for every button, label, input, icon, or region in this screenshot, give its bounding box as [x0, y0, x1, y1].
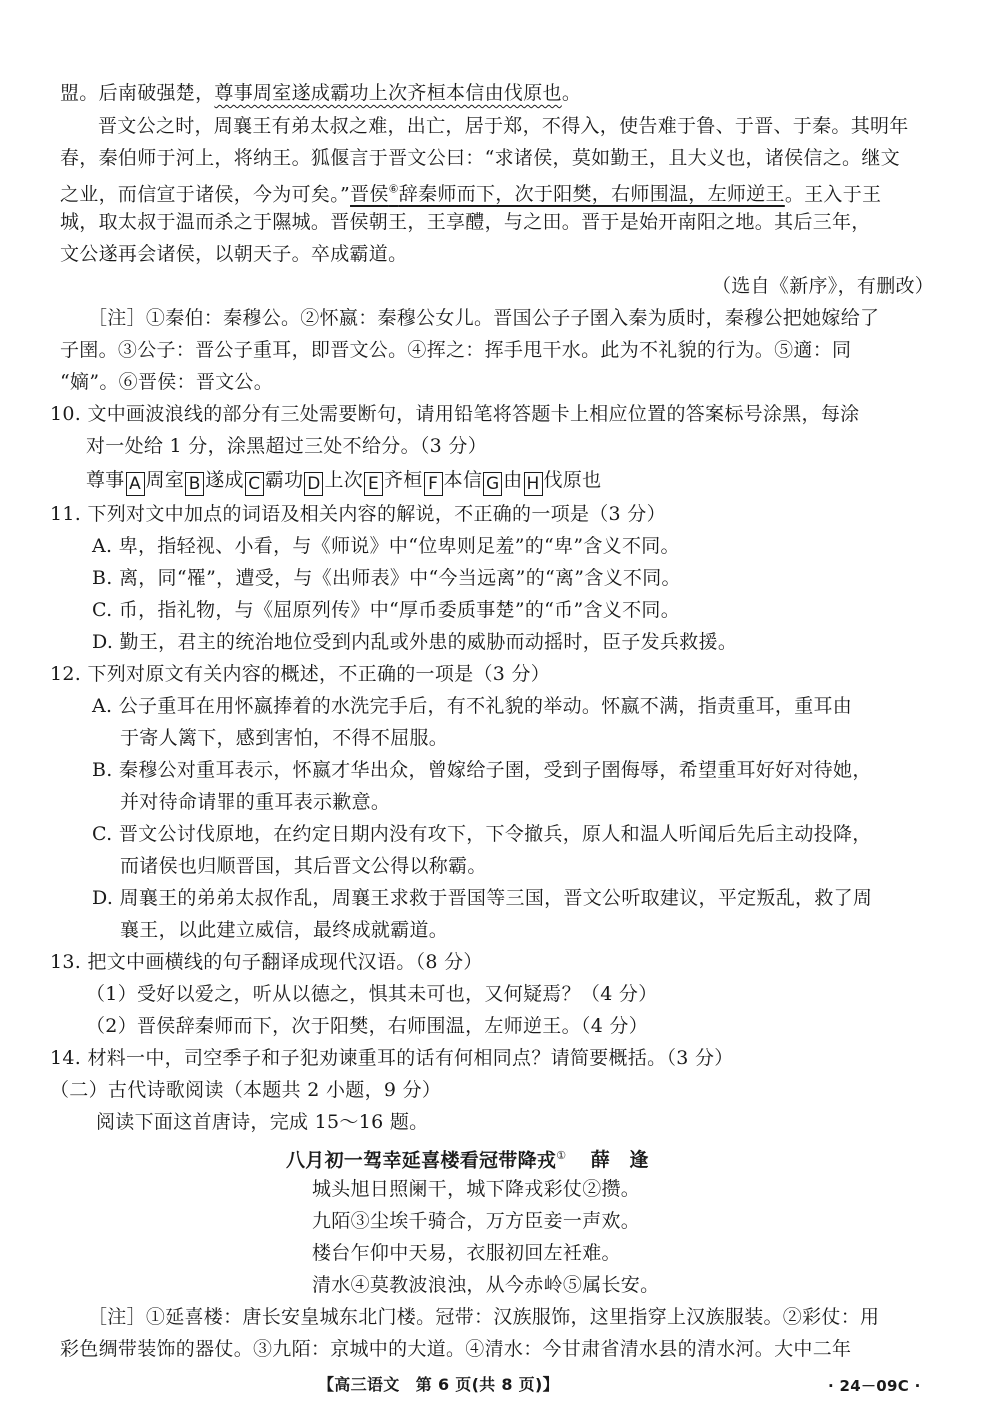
passage-text: 晋侯: [350, 183, 389, 206]
q10-segment: 齐桓: [384, 469, 423, 491]
passage-note-2: 子圉。③公子：晋公子重耳，即晋文公。④挥之：挥手甩干水。此为不礼貌的行为。⑤適：同: [60, 339, 852, 361]
q10-stem-line-1: 10. 文中画波浪线的部分有三处需要断句，请用铅笔将答题卡上相应位置的答案标号涂黑，每涂: [50, 403, 860, 425]
q10-segment: 本信: [443, 469, 483, 491]
q10-answer-box-a[interactable]: A: [126, 472, 145, 496]
passage-text: 。: [561, 82, 582, 104]
underlined-sentence: [350, 183, 785, 205]
poem-author: 薛 逢: [590, 1149, 649, 1172]
poem-note-line-2: 彩色绸带装饰的器仗。③九陌：京城中的大道。④清水：今甘肃省清水县的清水河。大中二年: [60, 1338, 852, 1360]
q13-stem: 13. 把文中画横线的句子翻译成现代汉语。（8 分）: [50, 951, 483, 973]
passage-line-2: 晋文公之时，周襄王有弟太叔之难，出亡，居于郑，不得入，使告难于鲁、于晋、于秦。其明年: [98, 115, 909, 137]
section-intro: 阅读下面这首唐诗，完成 15～16 题。: [96, 1111, 429, 1133]
q10-segment: 上次: [324, 469, 364, 491]
q11-stem: 11. 下列对文中加点的词语及相关内容的解说，不正确的一项是（3 分）: [50, 503, 666, 525]
q11-option-b: B. 离，同“罹”，遭受，与《出师表》中“今当远离”的“离”含义不同。: [92, 567, 681, 589]
wavy-underlined-sentence: 尊事周室遂成霸功上次齐桓本信由伐原也: [214, 82, 562, 104]
page-footer: 【高三语文 第 6 页(共 8 页)】: [318, 1375, 559, 1394]
q10-segment: 霸功: [264, 469, 304, 491]
q10-sentence-boxes: [86, 467, 601, 496]
poem-title-line: [286, 1143, 649, 1173]
exam-code: · 24－09C ·: [828, 1377, 921, 1395]
passage-text: 。王入于王: [784, 183, 882, 206]
q12-option-d-line-2: 襄王，以此建立威信，最终成就霸道。: [120, 919, 449, 941]
poem-line-3: 楼台乍仰中天易，衣服初回左衽难。: [312, 1242, 621, 1264]
q12-option-d-line-1: D. 周襄王的弟弟太叔作乱，周襄王求救于晋国等三国，晋文公听取建议，平定叛乱，救了周: [92, 887, 873, 909]
passage-line-1: [60, 80, 581, 106]
q13-sentence-2: （2）晋侯辞秦师而下，次于阳樊，右师围温，左师逆王。（4 分）: [86, 1015, 649, 1037]
q10-answer-box-b[interactable]: B: [185, 472, 204, 496]
poem-line-2: 九陌③尘埃千骑合，万方臣妾一声欢。: [312, 1210, 641, 1232]
passage-note-1: ［注］①秦伯：秦穆公。②怀嬴：秦穆公女儿。晋国公子子圉入秦为质时，秦穆公把她嫁给了: [88, 307, 880, 329]
q12-option-a-line-2: 于寄人篱下，感到害怕，不得不屈服。: [120, 727, 449, 749]
q10-stem-line-2: 对一处给 1 分，涂黑超过三处不给分。（3 分）: [86, 435, 487, 457]
passage-text: 辞秦师而下，次于阳樊，右师围温，左师逆王: [398, 183, 785, 206]
q12-option-c-line-2: 而诸侯也归顺晋国，其后晋文公得以称霸。: [120, 855, 487, 877]
footnote-marker: ⑥: [388, 183, 399, 196]
q13-sentence-1: （1）受好以爱之，听从以德之，惧其未可也，又何疑焉？（4 分）: [86, 983, 658, 1005]
q10-segment: 伐原也: [543, 469, 602, 491]
q10-answer-box-d[interactable]: D: [304, 472, 323, 496]
passage-source: （选自《新序》，有删改）: [712, 275, 935, 297]
passage-line-5: 城，取太叔于温而杀之于隰城。晋侯朝王，王享醴，与之田。晋于是始开南阳之地。其后三年，: [60, 211, 871, 233]
q14-stem: 14. 材料一中，司空季子和子犯劝谏重耳的话有何相同点？请简要概括。（3 分）: [50, 1047, 734, 1069]
passage-line-6: 文公遂再会诸侯，以朝天子。卒成霸道。: [60, 243, 408, 265]
passage-text: 盟。后南破强楚，: [60, 82, 215, 104]
poem-line-4: 清水④莫教波浪浊，从今赤岭⑤属长安。: [312, 1274, 660, 1296]
footnote-marker: ①: [556, 1149, 567, 1162]
passage-note-3: “嫡”。⑥晋侯：晋文公。: [60, 371, 274, 393]
q12-option-b-line-2: 并对待命请罪的重耳表示歉意。: [120, 791, 391, 813]
passage-text: 之业，而信宣于诸侯，今为可矣。”: [60, 183, 351, 206]
q10-answer-box-c[interactable]: C: [245, 472, 264, 496]
q11-option-d: D. 勤王，君主的统治地位受到内乱或外患的威胁而动摇时，臣子发兵救援。: [92, 631, 738, 653]
q11-option-c: C. 币，指礼物，与《屈原列传》中“厚币委质事楚”的“币”含义不同。: [92, 599, 680, 621]
poem-line-1: 城头旭日照阑干，城下降戎彩仗②攒。: [312, 1178, 641, 1200]
q12-option-c-line-1: C. 晋文公讨伐原地，在约定日期内没有攻下，下令撤兵，原人和温人听闻后先后主动投降，: [92, 823, 872, 845]
q10-answer-box-g[interactable]: G: [483, 472, 502, 496]
q10-segment: 遂成: [205, 469, 244, 491]
q10-answer-box-h[interactable]: H: [524, 472, 543, 496]
passage-line-4: [60, 177, 881, 207]
q12-option-a-line-1: A. 公子重耳在用怀嬴捧着的水洗完手后，有不礼貌的举动。怀嬴不满，指责重耳，重耳由: [92, 695, 853, 717]
q12-stem: 12. 下列对原文有关内容的概述，不正确的一项是（3 分）: [50, 663, 551, 685]
passage-line-3: 春，秦伯师于河上，将纳王。狐偃言于晋文公曰：“求诸侯，莫如勤王，且大义也，诸侯信之。继文: [60, 147, 900, 169]
q12-option-b-line-1: B. 秦穆公对重耳表示，怀嬴才华出众，曾嫁给子圉，受到子圉侮辱，希望重耳好好对待她，: [92, 759, 872, 781]
q10-segment: 尊事: [86, 469, 125, 491]
q11-option-a: A. 卑，指轻视、小看，与《师说》中“位卑则足羞”的“卑”含义不同。: [92, 535, 680, 557]
q10-segment: 由: [503, 469, 523, 491]
poem-note-line-1: ［注］①延喜楼：唐长安皇城东北门楼。冠带：汉族服饰，这里指穿上汉族服装。②彩仗：用: [88, 1306, 880, 1328]
q10-answer-box-f[interactable]: F: [424, 472, 443, 496]
q10-answer-box-e[interactable]: E: [364, 472, 383, 496]
section-heading: （二）古代诗歌阅读（本题共 2 小题，9 分）: [50, 1079, 442, 1101]
q10-segment: 周室: [145, 469, 185, 491]
poem-title: 八月初一驾幸延喜楼看冠带降戎: [286, 1149, 557, 1172]
